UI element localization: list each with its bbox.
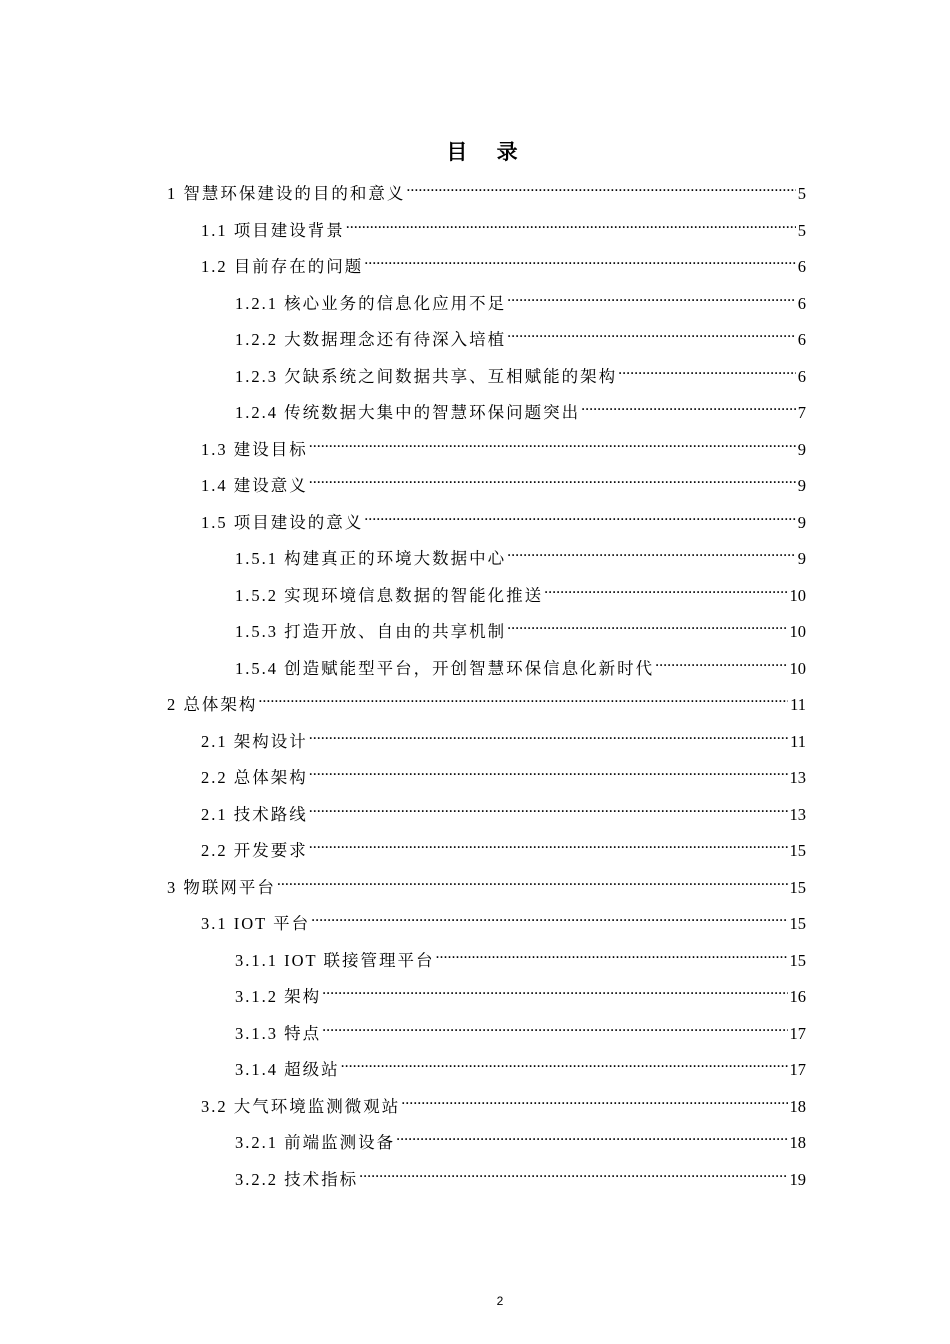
toc-entry-label: 3.1.4 超级站 — [235, 1060, 340, 1079]
toc-entry-page-number: 5 — [797, 184, 806, 203]
toc-dot-leader — [277, 869, 788, 893]
toc-entry[interactable] — [235, 1124, 806, 1152]
toc-dot-leader — [396, 1124, 787, 1148]
toc-dot-leader — [322, 1015, 787, 1039]
toc-entry[interactable] — [167, 686, 806, 714]
toc-entry[interactable] — [235, 577, 806, 605]
toc-entry-label: 3.1 IOT 平台 — [201, 914, 311, 933]
toc-entry-label: 2.1 架构设计 — [201, 731, 308, 751]
toc-dot-leader — [544, 577, 787, 601]
toc-entry-page-number: 11 — [790, 695, 806, 714]
toc-entry-label: 3.2.2 技术指标 — [235, 1169, 359, 1189]
toc-dot-leader — [507, 540, 796, 564]
toc-entry-page-number: 9 — [797, 439, 806, 459]
toc-dot-leader — [364, 248, 796, 272]
toc-entry-label: 3.1.2 架构 — [235, 987, 322, 1006]
toc-entry-label: 1.3 建设目标 — [201, 439, 308, 459]
toc-entry-page-number: 15 — [789, 877, 806, 897]
toc-entry-label: 1.5.3 打造开放、自由的共享机制 — [235, 622, 507, 641]
toc-entry-label: 3.1.1 IOT 联接管理平台 — [235, 950, 435, 970]
toc-dot-leader — [346, 212, 796, 236]
toc-dot-leader — [309, 759, 788, 783]
toc-dot-leader — [311, 905, 787, 929]
toc-entry-label: 3 物联网平台 — [167, 877, 276, 897]
toc-entry-page-number: 13 — [789, 804, 806, 824]
toc-entry[interactable] — [201, 212, 806, 240]
toc-entry-page-number: 10 — [789, 585, 806, 605]
toc-entry[interactable] — [201, 832, 806, 860]
toc-dot-leader — [507, 613, 787, 637]
toc-dot-leader — [309, 431, 796, 455]
toc-entry[interactable] — [235, 1161, 806, 1189]
toc-entry[interactable] — [235, 358, 806, 386]
toc-entry[interactable] — [235, 650, 806, 678]
toc-entry-label: 1.5 项目建设的意义 — [201, 512, 364, 532]
toc-entry-page-number: 18 — [789, 1096, 806, 1116]
toc-dot-leader — [309, 467, 796, 491]
toc-entry-page-number: 5 — [797, 220, 806, 240]
toc-entry[interactable] — [235, 978, 806, 1006]
toc-entry-page-number: 15 — [789, 950, 806, 970]
toc-entry-label: 2.1 技术路线 — [201, 804, 308, 824]
toc-entry[interactable] — [235, 1015, 806, 1043]
toc-entry-page-number: 9 — [797, 476, 806, 495]
toc-entry[interactable] — [235, 394, 806, 422]
toc-dot-leader — [258, 686, 788, 710]
toc-entry-page-number: 19 — [789, 1169, 806, 1189]
toc-entry[interactable] — [201, 723, 806, 751]
toc-dot-leader — [309, 796, 788, 820]
page-number: 2 — [496, 1294, 504, 1308]
toc-entry-label: 2.2 总体架构 — [201, 768, 308, 787]
toc-entry-label: 1.5.1 构建真正的环境大数据中心 — [235, 549, 507, 568]
toc-title: 目 录 — [446, 140, 530, 164]
toc-entry-page-number: 18 — [789, 1133, 806, 1152]
toc-entry[interactable] — [201, 248, 806, 276]
toc-entry-label: 1.2.3 欠缺系统之间数据共享、互相赋能的架构 — [235, 366, 618, 386]
toc-dot-leader — [322, 978, 787, 1002]
toc-entry-label: 1.2.4 传统数据大集中的智慧环保问题突出 — [235, 403, 581, 422]
toc-entry-label: 1.5.4 创造赋能型平台，开创智慧环保信息化新时代 — [235, 658, 655, 678]
toc-entry-label: 1.2.1 核心业务的信息化应用不足 — [235, 293, 507, 313]
toc-entry-page-number: 11 — [790, 731, 806, 751]
toc-entry[interactable] — [235, 540, 806, 568]
toc-entry-label: 3.1.3 特点 — [235, 1023, 322, 1043]
toc-entry-page-number: 17 — [789, 1060, 806, 1079]
toc-entry-page-number: 6 — [797, 257, 806, 276]
toc-entry-label: 1.4 建设意义 — [201, 476, 308, 495]
toc-entry-label: 3.2.1 前端监测设备 — [235, 1133, 396, 1152]
toc-entry-page-number: 6 — [797, 330, 806, 349]
toc-dot-leader — [341, 1051, 788, 1075]
toc-entry[interactable] — [201, 504, 806, 532]
toc-entry-label: 3.2 大气环境监测微观站 — [201, 1096, 401, 1116]
toc-entry[interactable] — [235, 1051, 806, 1079]
toc-entry-label: 1.1 项目建设背景 — [201, 220, 345, 240]
toc-entry-label: 2 总体架构 — [167, 695, 258, 714]
toc-entry[interactable] — [201, 1088, 806, 1116]
toc-entry-label: 1 智慧环保建设的目的和意义 — [167, 184, 406, 203]
toc-dot-leader — [435, 942, 787, 966]
toc-dot-leader — [406, 175, 795, 199]
toc-dot-leader — [618, 358, 796, 382]
toc-entry-label: 2.2 开发要求 — [201, 841, 308, 860]
toc-entry-label: 1.2 目前存在的问题 — [201, 257, 364, 276]
toc-entry[interactable] — [201, 905, 806, 933]
toc-entry-page-number: 15 — [789, 914, 806, 933]
toc-entry[interactable] — [201, 796, 806, 824]
toc-dot-leader — [309, 723, 788, 747]
toc-entry-page-number: 6 — [797, 293, 806, 313]
toc-entry-page-number: 9 — [797, 549, 806, 568]
toc-dot-leader — [655, 650, 787, 674]
toc-dot-leader — [364, 504, 796, 528]
toc-entry-page-number: 10 — [789, 658, 806, 678]
toc-dot-leader — [401, 1088, 787, 1112]
toc-entry-page-number: 17 — [789, 1023, 806, 1043]
toc-entry-page-number: 16 — [789, 987, 806, 1006]
toc-entry[interactable] — [201, 467, 806, 495]
toc-entry[interactable] — [167, 869, 806, 897]
toc-dot-leader — [581, 394, 796, 418]
toc-entry[interactable] — [167, 175, 806, 203]
toc-dot-leader — [359, 1161, 787, 1185]
toc-dot-leader — [507, 321, 796, 345]
toc-entry-page-number: 15 — [789, 841, 806, 860]
toc-entry[interactable] — [235, 321, 806, 349]
toc-entry[interactable] — [201, 431, 806, 459]
toc-entry-label: 1.2.2 大数据理念还有待深入培植 — [235, 330, 507, 349]
toc-entry-page-number: 6 — [797, 366, 806, 386]
toc-dot-leader — [507, 285, 796, 309]
toc-dot-leader — [309, 832, 788, 856]
toc-entry[interactable] — [235, 613, 806, 641]
toc-entry-page-number: 9 — [797, 512, 806, 532]
toc-entry[interactable] — [201, 759, 806, 787]
toc-entry-page-number: 13 — [789, 768, 806, 787]
toc-entry-page-number: 10 — [789, 622, 806, 641]
toc-entry[interactable] — [235, 285, 806, 313]
toc-entry-page-number: 7 — [797, 403, 806, 422]
toc-entry-label: 1.5.2 实现环境信息数据的智能化推送 — [235, 585, 544, 605]
toc-entry[interactable] — [235, 942, 806, 970]
